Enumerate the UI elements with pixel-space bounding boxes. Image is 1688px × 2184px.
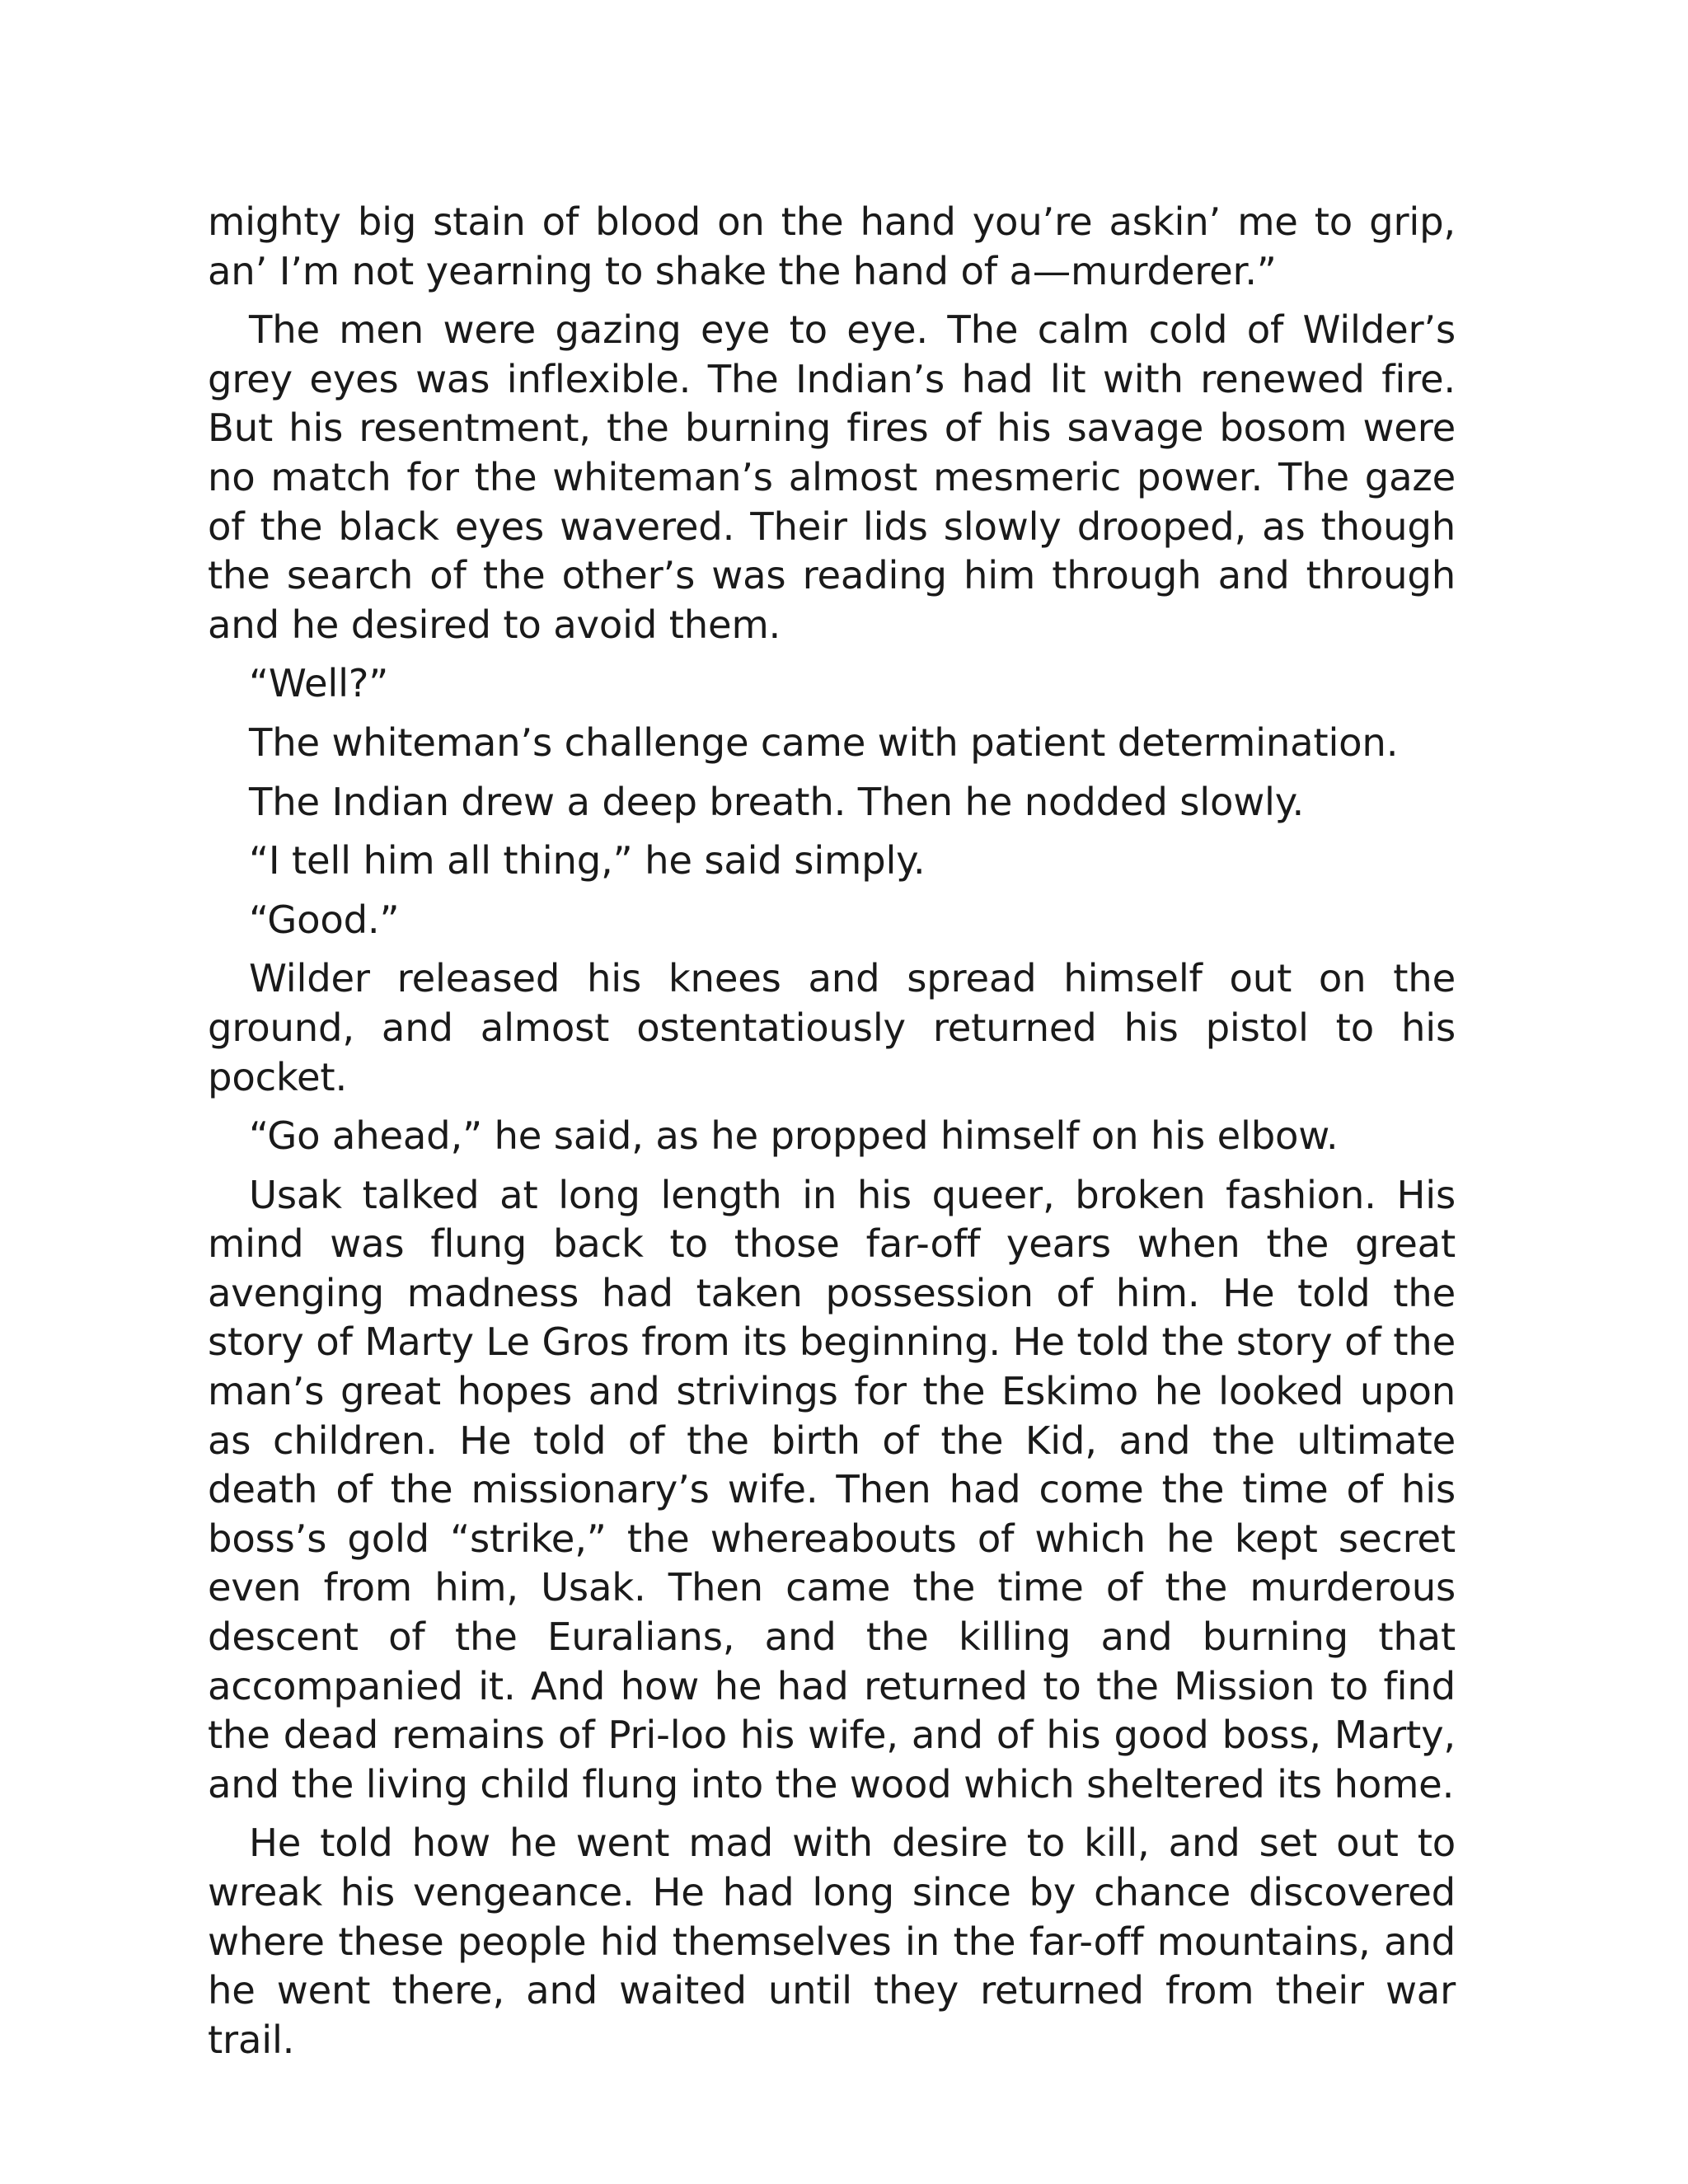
paragraph-tell-him: “I tell him all thing,” he said simply. — [249, 838, 926, 883]
paragraph-vengeance: He told how he went mad with desire to kill, and set out to wreak his vengeance. He had long since by chance discovered where these people hid themselves in the far-off mountains, and he went there, and waited until they returned from their war trail. — [208, 1821, 1456, 2062]
page-text — [208, 198, 1456, 2074]
paragraph-deep-breath: The Indian drew a deep breath. Then he nodded slowly. — [249, 779, 1305, 824]
paragraph-well: “Well?” — [249, 661, 389, 706]
paragraph-gazing: The men were gazing eye to eye. The calm cold of Wilder’s grey eyes was inflexible. The Indian’s had lit with renewed fire. But his resentment, the burning fires of his savage bosom were no match for the whiteman’s almost mesmeric power. The gaze of the black eyes wavered. Their lids slowly drooped, as though the search of the other’s was reading him through and through and he desired to avoid them. — [208, 307, 1456, 647]
paragraph-good: “Good.” — [249, 897, 400, 942]
paragraph-wilder-released: Wilder released his knees and spread himself out on the ground, and almost ostentatiously returned his pistol to his pocket. — [208, 956, 1456, 1099]
paragraph-continuation: mighty big stain of blood on the hand you’re askin’ me to grip, an’ I’m not yearning to shake the hand of a—murderer.” — [208, 199, 1456, 293]
paragraph-usak-talked: Usak talked at long length in his queer, broken fashion. His mind was flung back to those far-off years when the great avenging madness had taken possession of him. He told the story of Marty Le Gros from its beginning. He told the story of the man’s great hopes and strivings for the Eskimo he looked upon as children. He told of the birth of the Kid, and the ultimate death of the missionary’s wife. Then had come the time of his boss’s gold “strike,” the whereabouts of which he kept secret even from him, Usak. Then came the time of the murderous descent of the Euralians, and the killing and burning that accompanied it. And how he had returned to the Mission to find the dead remains of Pri-loo his wife, and of his good boss, Marty, and the living child flung into the wood which sheltered its home. — [208, 1172, 1456, 1807]
paragraph-challenge: The whiteman’s challenge came with patient determination. — [249, 719, 1399, 765]
paragraph-go-ahead: “Go ahead,” he said, as he propped himself on his elbow. — [249, 1113, 1339, 1159]
